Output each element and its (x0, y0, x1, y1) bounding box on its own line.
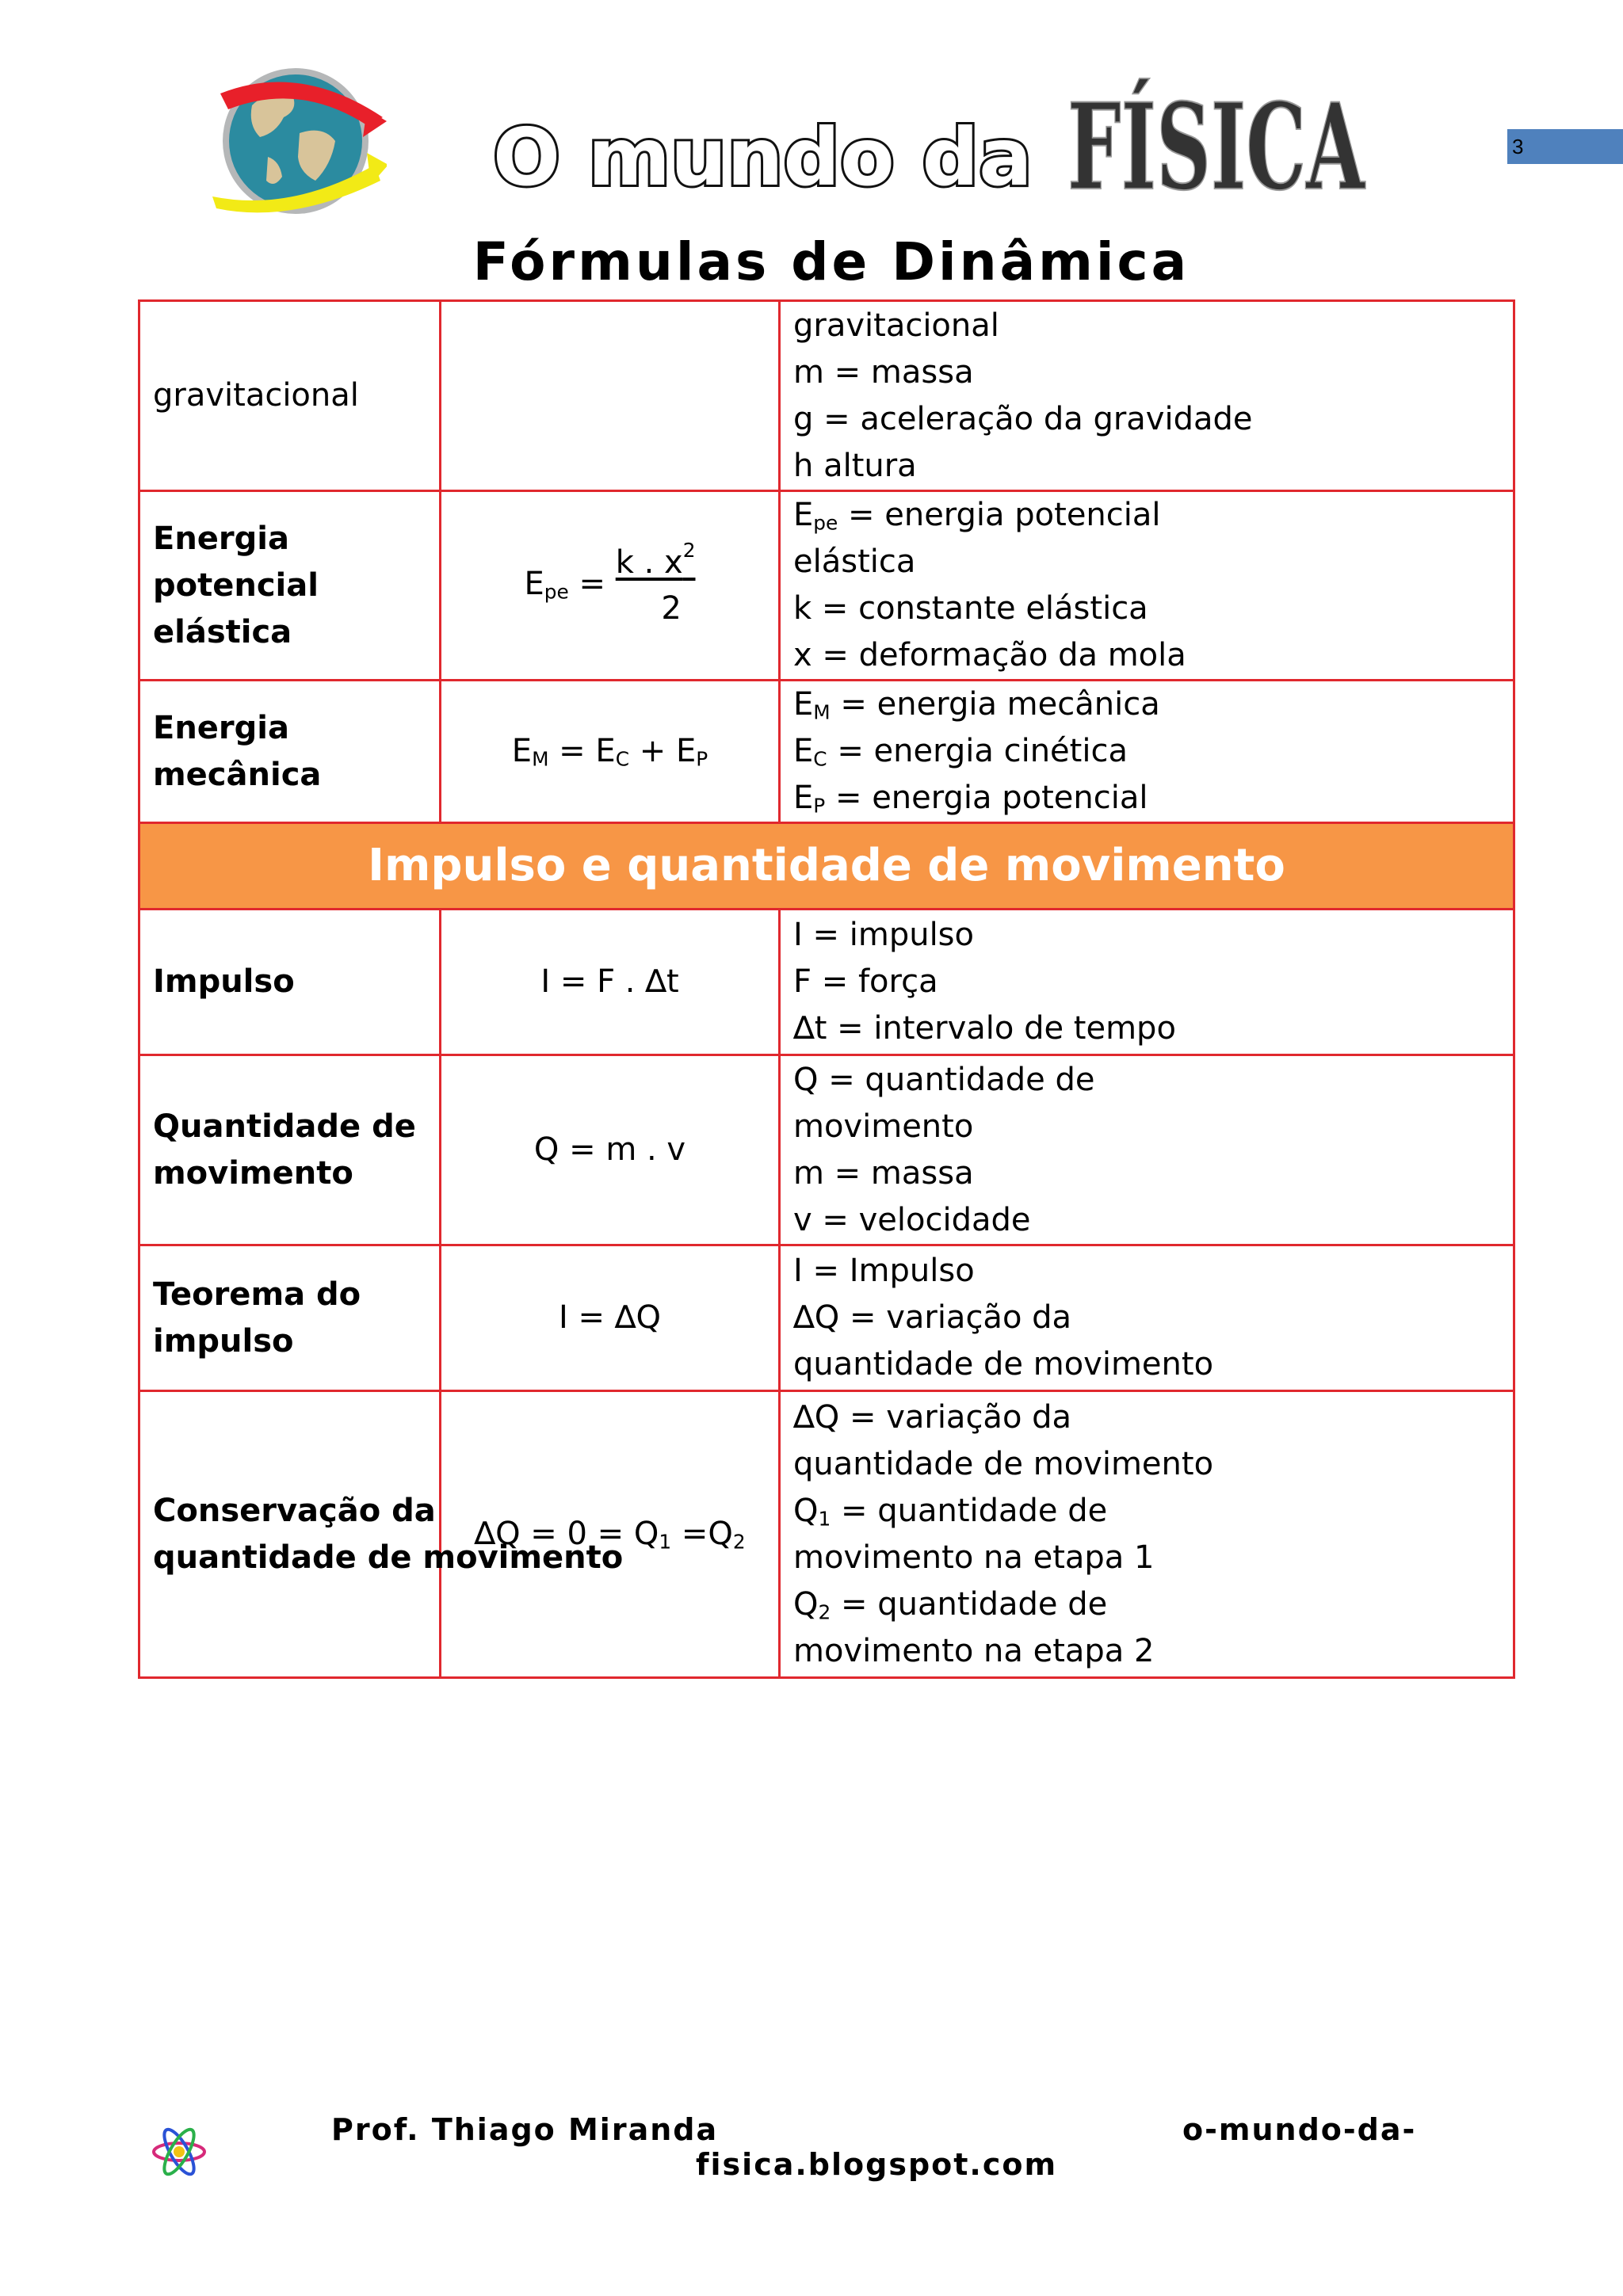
table-row (139, 301, 1514, 491)
atom-icon (151, 2123, 208, 2180)
site-title-logo (485, 78, 1373, 204)
row-name: Conservação da quantidade de movimento (139, 1391, 441, 1678)
row-description: Q = quantidade de movimento m = massa v = velocidade (780, 1055, 1514, 1245)
row-formula: I = F . ∆t (441, 910, 780, 1055)
footer-author: Prof. Thiago Miranda (331, 2112, 719, 2147)
row-formula: $E_M = E_C + E_P$ (441, 681, 780, 823)
row-description: ∆Q = variação da quantidade de movimento $Q_1$ = quantidade de movimento na etapa 1 $Q_2$ = quantidade de movimento na etapa 2 (780, 1391, 1514, 1678)
row-formula: Q = m . v (441, 1055, 780, 1245)
table-row (139, 1391, 1514, 1678)
formulas-table (138, 299, 1515, 1679)
section-header-row (139, 823, 1514, 910)
row-name: gravitacional (139, 301, 441, 491)
footer-site-url-continued: fisica.blogspot.com (696, 2147, 1058, 2182)
row-name: Energia potencial elástica (139, 491, 441, 681)
page-number: 3 (1512, 135, 1524, 158)
row-name: Energia mecânica (139, 681, 441, 823)
table-row (139, 681, 1514, 823)
table-row (139, 910, 1514, 1055)
logo-text-left: O mundo da (493, 111, 1033, 204)
table-row (139, 1245, 1514, 1391)
globe-logo-icon (204, 62, 387, 220)
row-description: gravitacional m = massa g = aceleração da gravidade h altura (780, 301, 1514, 491)
row-formula (441, 301, 780, 491)
page-number-tab (1507, 129, 1623, 164)
row-name: Impulso (139, 910, 441, 1055)
table-row (139, 1055, 1514, 1245)
row-formula: I = ∆Q (441, 1245, 780, 1391)
row-name: Quantidade de movimento (139, 1055, 441, 1245)
row-description: $E_M$ = energia mecânica $E_C$ = energia cinética $E_P$ = energia potencial (780, 681, 1514, 823)
row-formula: $\Delta Q = 0 = Q_1 =Q_2$ (441, 1391, 780, 1678)
logo-text-right: FÍSICA (1067, 78, 1366, 204)
row-description: I = Impulso ∆Q = variação da quantidade de movimento (780, 1245, 1514, 1391)
row-description: I = impulso F = força ∆t = intervalo de tempo (780, 910, 1514, 1055)
row-formula: $E_{pe}$ = $\frac{k . x^2}{2}$ (441, 491, 780, 681)
section-title: Impulso e quantidade de movimento (139, 823, 1514, 910)
table-row (139, 491, 1514, 681)
page-title: Fórmulas de Dinâmica (472, 231, 1190, 292)
footer-site-url: o-mundo-da- (1182, 2112, 1417, 2147)
row-name: Teorema do impulso (139, 1245, 441, 1391)
row-description: $E_{pe}$ = energia potencial elástica k = constante elástica x = deformação da mola (780, 491, 1514, 681)
